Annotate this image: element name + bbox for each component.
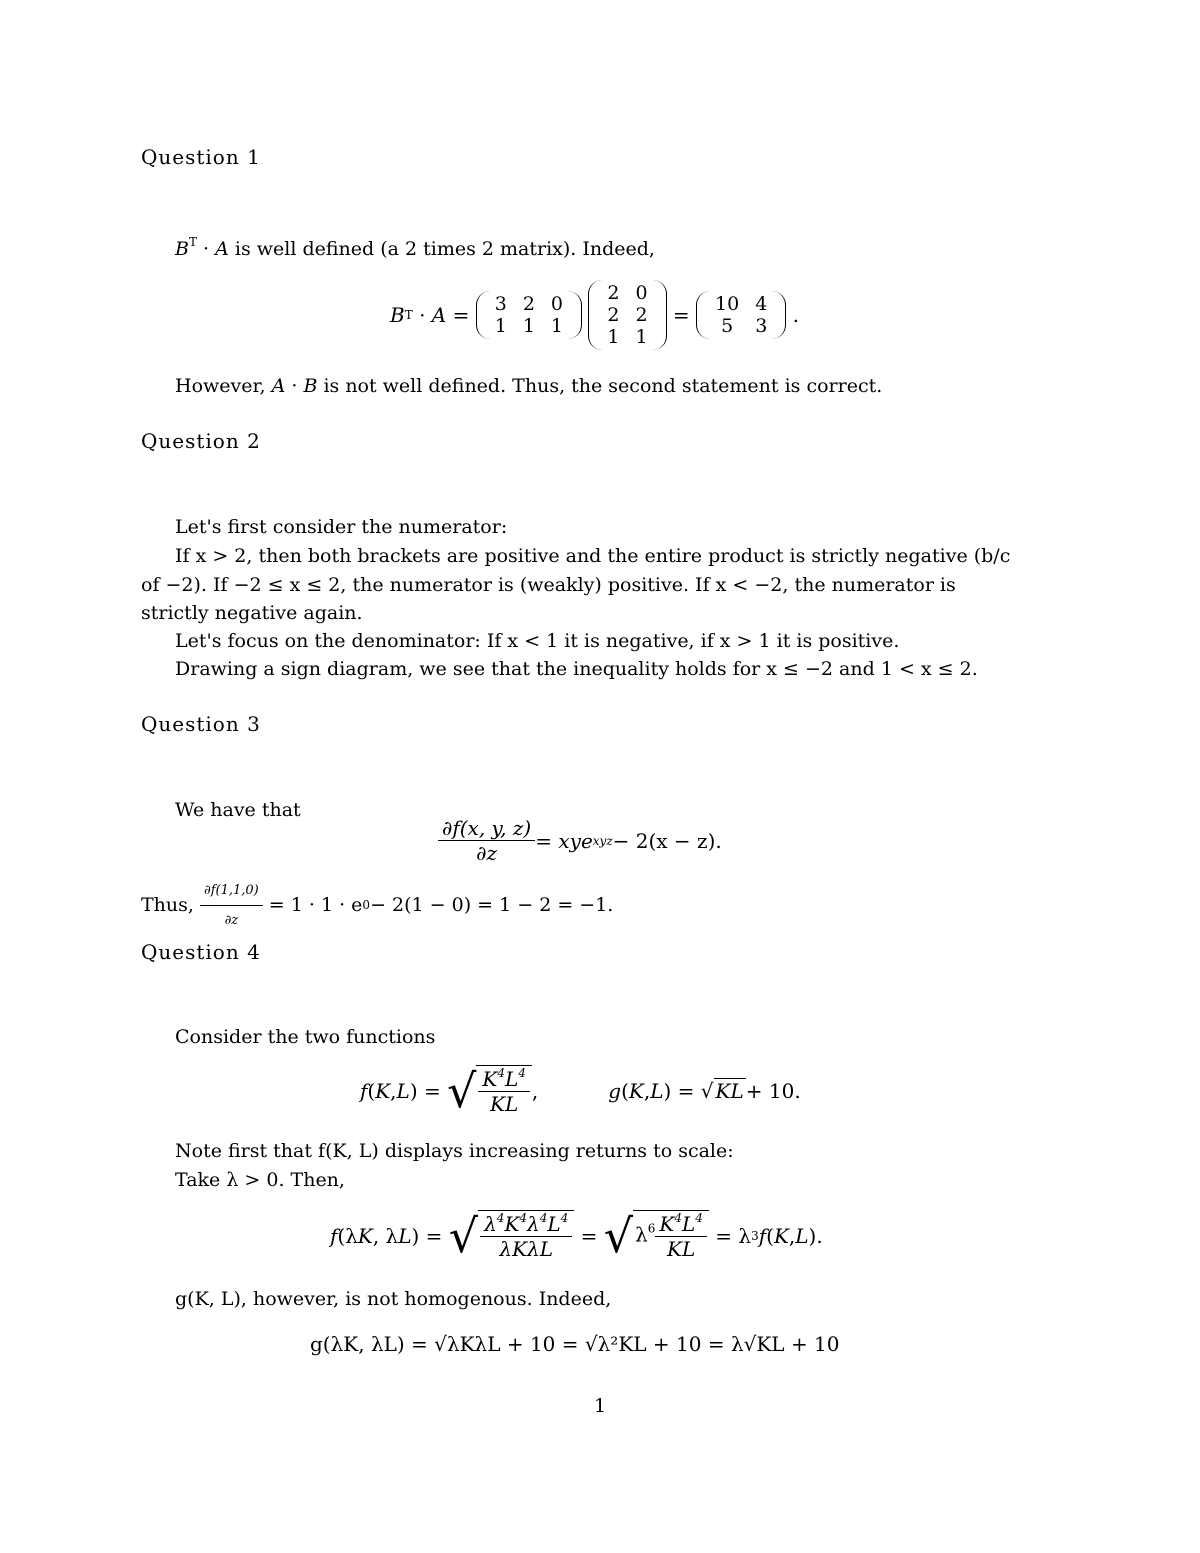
matrix-bt-row <box>487 315 571 337</box>
q3-deriv-tail: − 2(x − z). <box>612 828 722 853</box>
q3-derivative-fraction <box>438 816 535 865</box>
q1-outro: However, A · B is not well defined. Thus, the second statement is correct. <box>175 375 883 397</box>
question-3-heading: Question 3 <box>141 712 261 736</box>
q3-thus-label: Thus, <box>141 894 194 916</box>
q3-thus-num: ∂f(1,1,0) <box>203 883 259 898</box>
q3-deriv-exp: xyz <box>592 833 613 848</box>
q3-derivative <box>438 816 722 865</box>
matrix-a-cell: 1 <box>635 326 648 348</box>
q2-line6: Drawing a sign diagram, we see that the inequality holds for x ≤ −2 and 1 < x ≤ 2. <box>175 658 978 680</box>
matrix-bt-cell: 1 <box>522 315 535 337</box>
q3-intro: We have that <box>175 799 301 821</box>
matrix-result <box>696 291 786 339</box>
q3-thus-den: ∂z <box>200 905 263 935</box>
q4-note1: Note first that f(K, L) displays increasing returns to scale: <box>175 1140 734 1162</box>
q3-thus-fraction <box>200 876 263 935</box>
matrix-a-row <box>599 282 655 304</box>
matrix-result-cell: 4 <box>755 293 768 315</box>
matrix-a <box>588 280 666 350</box>
matrix-a-row <box>599 304 655 326</box>
matrix-bt-cell: 1 <box>550 315 564 337</box>
q1-intro-text: is well defined (a 2 times 2 matrix). Indeed, <box>234 238 655 260</box>
matrix-result-row <box>707 315 775 337</box>
q2-line5: Let's focus on the denominator: If x < 1 it is negative, if x > 1 it is positive. <box>175 630 900 652</box>
q2-line2: If x > 2, then both brackets are positive and the entire product is strictly negative (b/c <box>175 545 1011 567</box>
matrix-bt <box>476 291 582 339</box>
q3-thus-exp: 0 <box>362 898 371 912</box>
q3-thus-tail: − 2(1 − 0) = 1 − 2 = −1. <box>370 894 614 916</box>
question-1-heading: Question 1 <box>141 145 261 169</box>
q1-outro-b: is not well defined. Thus, the second statement is correct. <box>323 375 883 397</box>
matrix-a-cell: 2 <box>607 282 620 304</box>
matrix-bt-row <box>487 293 571 315</box>
q3-deriv-den: ∂z <box>438 840 535 865</box>
q2-line3: of −2). If −2 ≤ x ≤ 2, the numerator is (weakly) positive. If x < −2, the numerator is <box>141 574 956 596</box>
matrix-a-cell: 2 <box>607 304 620 326</box>
q2-line4: strictly negative again. <box>141 602 363 624</box>
matrix-a-cell: 1 <box>607 326 620 348</box>
matrix-bt-cell: 0 <box>550 293 564 315</box>
q4-note2: Take λ > 0. Then, <box>175 1169 345 1191</box>
matrix-bt-cell: 2 <box>522 293 535 315</box>
matrix-a-cell: 2 <box>635 304 648 326</box>
q4-functions: f ( K , L ) = √ $\frac{K^4L^4}{KL}$ , g ( K , L ) = √ KL + 10. <box>360 1063 801 1118</box>
matrix-result-cell: 3 <box>755 315 768 337</box>
q3-deriv-rhs: = xye <box>535 828 593 853</box>
matrix-result-cell: 10 <box>715 293 740 315</box>
q3-deriv-num: ∂f(x, y, z) <box>442 816 532 840</box>
matrix-bt-cell: 3 <box>494 293 507 315</box>
q1-matrix-equation: B T · A = 3 2 0 1 1 1 2 0 2 2 1 1 = 10 4 5 3 . <box>390 282 800 348</box>
matrix-a-cell: 0 <box>635 282 648 304</box>
q4-f-scaling: f (λ K , λ L ) = √ $\frac{\lambda^4K^4\lambda^4L^4}{\text{λKλL}}$ = √ $\lambda^6$ $\frac{K^4L^4}{KL}$ = λ 3 f ( K , L ). <box>330 1208 823 1263</box>
q3-thus <box>141 876 613 935</box>
q1-intro: $B^T \cdot A$ is well defined (a 2 times 2 matrix). Indeed, <box>175 235 655 260</box>
matrix-bt-cell: 1 <box>494 315 507 337</box>
matrix-result-cell: 5 <box>721 315 734 337</box>
q2-line1: Let's first consider the numerator: <box>175 516 508 538</box>
q4-g-scaling: g(λK, λL) = √λKλL + 10 = √λ²KL + 10 = λ√KL + 10 <box>310 1332 840 1356</box>
q1-outro-a: However, <box>175 375 266 397</box>
matrix-result-row <box>707 293 775 315</box>
page-number: 1 <box>594 1395 607 1417</box>
q3-thus-rhs: = 1 · 1 · e <box>268 894 363 916</box>
question-2-heading: Question 2 <box>141 429 261 453</box>
matrix-a-row <box>599 326 655 348</box>
question-4-heading: Question 4 <box>141 940 261 964</box>
q4-intro: Consider the two functions <box>175 1026 436 1048</box>
q4-note3: g(K, L), however, is not homogenous. Indeed, <box>175 1288 612 1310</box>
